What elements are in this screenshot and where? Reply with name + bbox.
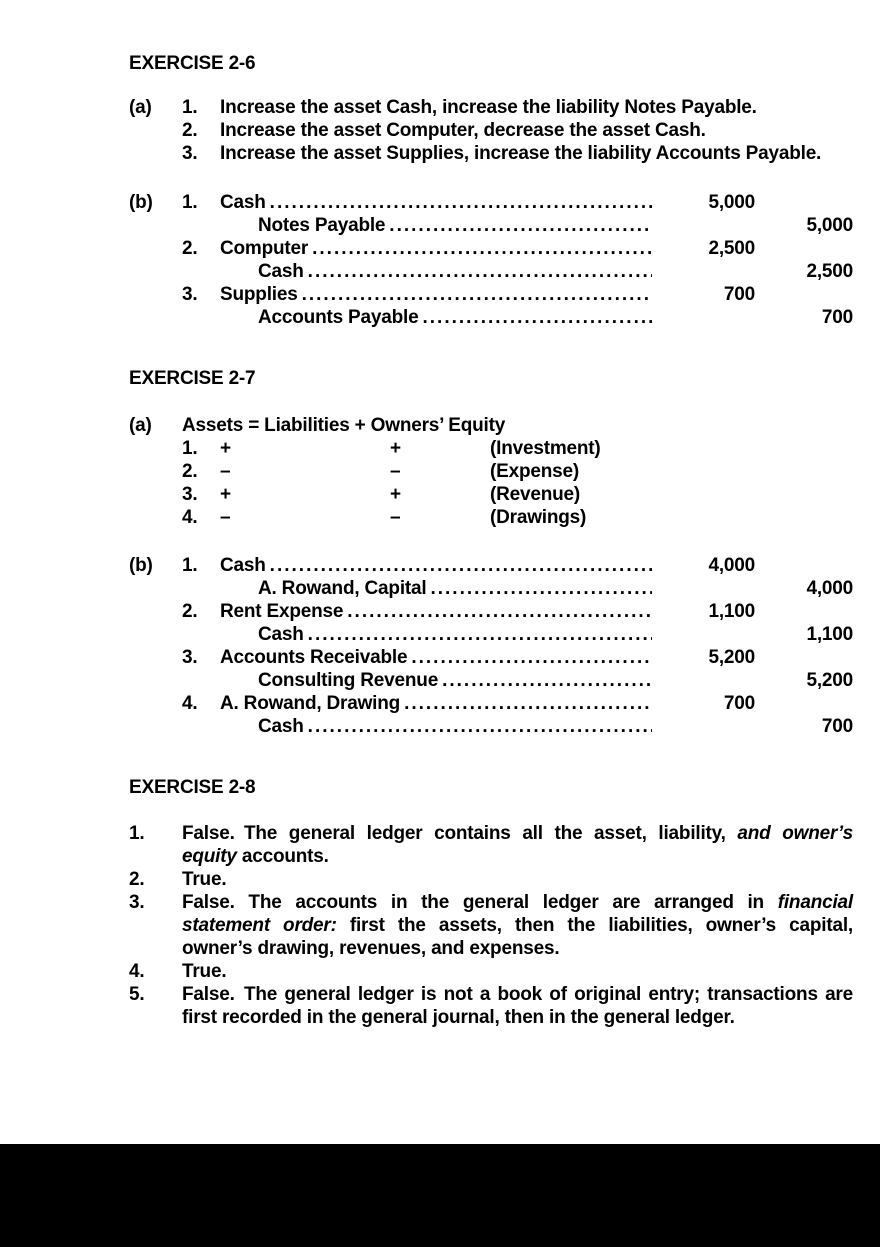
credit-amount: 2,500 [806, 261, 853, 282]
credit-amount: 5,000 [806, 215, 853, 236]
journal-credit-row [129, 577, 853, 600]
item-text [182, 983, 853, 1029]
journal-credit-row [129, 260, 853, 283]
account-name: Accounts Receivable [220, 647, 408, 668]
account-name: Notes Payable [258, 215, 386, 236]
entry-number: 1. [182, 555, 198, 576]
exercise-2-7-part-a [129, 414, 853, 529]
part-label: (b) [129, 192, 153, 213]
part-label: (a) [129, 415, 152, 436]
item-text-regular: accounts. [236, 846, 329, 867]
equity-sign: – [390, 461, 401, 482]
item-text-regular: False. The accounts in the general ledger are arranged in [182, 892, 778, 913]
account-name: Computer [220, 238, 309, 259]
credit-amount: 4,000 [806, 578, 853, 599]
item-number: 3. [182, 484, 198, 505]
dotted-leader [302, 283, 652, 306]
account-name: Cash [258, 716, 304, 737]
dotted-leader [422, 306, 652, 329]
account-name: Consulting Revenue [258, 670, 439, 691]
entry-number: 3. [182, 647, 198, 668]
dotted-leader [389, 214, 652, 237]
assets-sign: – [220, 507, 231, 528]
item-text-regular: False. The general ledger is not a book of original entry; transactions are first recorded in the general journal, then in the general ledger. [182, 984, 853, 1028]
item-text-regular: first the assets, then the liabilities, owner’s capital, owner’s drawing, revenues, and expenses. [182, 915, 853, 959]
account-name: Cash [258, 624, 304, 645]
item-number: 1. [129, 823, 145, 844]
debit-amount: 700 [723, 693, 755, 714]
exercise-2-6-part-a [129, 96, 853, 165]
item-text-italic: financial statement order: [182, 892, 853, 936]
item-text: Increase the asset Supplies, increase the liability Accounts Payable. [220, 143, 822, 164]
equation-row [129, 414, 853, 437]
journal-credit-row [129, 669, 853, 692]
assets-sign: + [220, 484, 231, 505]
sign-note: (Investment) [490, 438, 601, 459]
dotted-leader [404, 692, 652, 715]
item-text-regular: True. [182, 869, 227, 890]
journal-debit-row [129, 191, 853, 214]
sign-row [129, 437, 853, 460]
dotted-leader [430, 577, 652, 600]
sign-note: (Revenue) [490, 484, 581, 505]
item-number: 2. [129, 869, 145, 890]
journal-credit-row [129, 306, 853, 329]
exercise-2-8-title: EXERCISE 2-8 [129, 777, 256, 798]
credit-amount: 700 [821, 716, 853, 737]
part-label: (a) [129, 97, 152, 118]
item-text-regular: False. The general ledger contains all the asset, liability, [182, 823, 738, 844]
dotted-leader [308, 623, 652, 646]
item-number: 1. [182, 97, 198, 118]
true-false-item [129, 868, 853, 891]
item-number: 1. [182, 438, 198, 459]
debit-amount: 2,500 [708, 238, 755, 259]
item-text-regular: True. [182, 961, 227, 982]
assets-sign: + [220, 438, 231, 459]
credit-amount: 1,100 [806, 624, 853, 645]
dotted-leader [347, 600, 652, 623]
list-item [129, 142, 853, 165]
account-name: Cash [258, 261, 304, 282]
item-text: Increase the asset Cash, increase the liability Notes Payable. [220, 97, 757, 118]
true-false-item [129, 960, 853, 983]
journal-debit-row [129, 237, 853, 260]
dotted-leader [442, 669, 652, 692]
dotted-leader [308, 260, 652, 283]
exercise-2-7-part-b-journal [129, 554, 853, 738]
account-name: A. Rowand, Capital [258, 578, 427, 599]
credit-amount: 700 [821, 307, 853, 328]
account-name: A. Rowand, Drawing [220, 693, 401, 714]
item-number: 4. [182, 507, 198, 528]
credit-amount: 5,200 [806, 670, 853, 691]
true-false-item [129, 983, 853, 1029]
dotted-leader [270, 191, 652, 214]
sign-note: (Drawings) [490, 507, 587, 528]
item-text-italic: and owner’s equity [182, 823, 853, 867]
entry-number: 2. [182, 601, 198, 622]
item-number: 4. [129, 961, 145, 982]
debit-amount: 5,200 [708, 647, 755, 668]
equity-sign: + [390, 438, 401, 459]
journal-debit-row [129, 283, 853, 306]
entry-number: 2. [182, 238, 198, 259]
dotted-leader [308, 715, 652, 738]
item-text [182, 822, 853, 868]
equity-sign: + [390, 484, 401, 505]
item-number: 5. [129, 984, 145, 1005]
journal-debit-row [129, 646, 853, 669]
true-false-item [129, 822, 853, 868]
account-name: Rent Expense [220, 601, 344, 622]
sign-note: (Expense) [490, 461, 580, 482]
account-name: Supplies [220, 284, 298, 305]
exercise-2-7-title: EXERCISE 2-7 [129, 368, 256, 389]
sign-row [129, 506, 853, 529]
accounting-equation: Assets = Liabilities + Owners’ Equity [182, 415, 506, 436]
exercise-2-6-title: EXERCISE 2-6 [129, 53, 256, 74]
item-text [182, 960, 853, 983]
sign-row [129, 483, 853, 506]
debit-amount: 4,000 [708, 555, 755, 576]
item-number: 3. [182, 143, 198, 164]
exercise-2-8-list [129, 822, 853, 1029]
dotted-leader [312, 237, 652, 260]
scan-bottom-black-bar [0, 1144, 880, 1247]
journal-credit-row [129, 214, 853, 237]
account-name: Cash [220, 192, 266, 213]
account-name: Cash [220, 555, 266, 576]
entry-number: 3. [182, 284, 198, 305]
entry-number: 4. [182, 693, 198, 714]
item-text [182, 868, 853, 891]
debit-amount: 1,100 [708, 601, 755, 622]
list-item [129, 119, 853, 142]
part-label: (b) [129, 555, 153, 576]
entry-number: 1. [182, 192, 198, 213]
dotted-leader [411, 646, 652, 669]
exercise-2-6-part-b-journal [129, 191, 853, 329]
dotted-leader [270, 554, 652, 577]
journal-credit-row [129, 715, 853, 738]
item-text: Increase the asset Computer, decrease the asset Cash. [220, 120, 706, 141]
journal-credit-row [129, 623, 853, 646]
item-number: 3. [129, 892, 145, 913]
true-false-item [129, 891, 853, 960]
debit-amount: 5,000 [708, 192, 755, 213]
item-text [182, 891, 853, 960]
equity-sign: – [390, 507, 401, 528]
assets-sign: – [220, 461, 231, 482]
debit-amount: 700 [723, 284, 755, 305]
sign-row [129, 460, 853, 483]
item-number: 2. [182, 120, 198, 141]
item-number: 2. [182, 461, 198, 482]
journal-debit-row [129, 692, 853, 715]
journal-debit-row [129, 554, 853, 577]
list-item [129, 96, 853, 119]
journal-debit-row [129, 600, 853, 623]
account-name: Accounts Payable [258, 307, 419, 328]
